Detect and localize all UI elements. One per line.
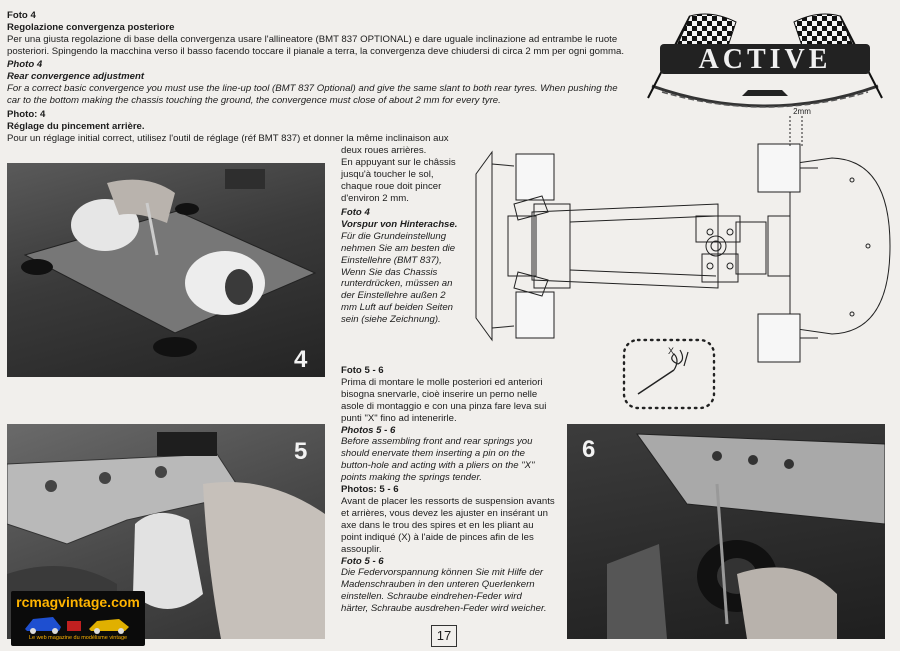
section-fr-continued bbox=[341, 145, 467, 205]
measure-label: 2mm bbox=[793, 107, 811, 116]
active-logo bbox=[632, 6, 898, 112]
paragraph-line: For a correct basic convergence you must use the line-up tool (BMT 837 Optional) and give the same slant to both rear tyres. When pushing the bbox=[7, 82, 618, 94]
photo-5-number: 5 bbox=[294, 438, 308, 465]
paragraph-line: Für die Grundeinstellung bbox=[341, 230, 447, 242]
paragraph-line: points making the springs tender. bbox=[341, 472, 482, 484]
paragraph-line: Prima di montare le molle posteriori ed anteriori bbox=[341, 376, 543, 388]
heading-foto56-de: Foto 5 - 6 bbox=[341, 555, 384, 567]
paragraph-line: einstellen. Schraube eindrehen-Feder wird bbox=[341, 591, 522, 603]
paragraph-line: axe dans le trou des spires et en les pliant au bbox=[341, 519, 534, 531]
section-en bbox=[7, 59, 637, 107]
subheading-fr: Réglage du pincement arrière. bbox=[7, 120, 145, 132]
paragraph-line: Madenschrauben in den unteren Querlenkern bbox=[341, 579, 535, 591]
heading-foto4-de: Foto 4 bbox=[341, 207, 370, 218]
heading-photos56-fr: Photos: 5 - 6 bbox=[341, 484, 399, 496]
badge-title: rcmagvintage.com bbox=[16, 594, 140, 610]
paragraph-line: et arrières, vous devez les ajuster en insérant un bbox=[341, 507, 548, 519]
paragraph-line: Avant de placer les ressorts de suspension avants bbox=[341, 495, 555, 507]
rcmagvintage-badge[interactable] bbox=[11, 591, 145, 646]
paragraph-line: jusqu'à toucher le sol, bbox=[341, 168, 434, 180]
paragraph-line: point indiqué (X) à l'aide de pinces afin de les bbox=[341, 531, 534, 543]
section-it bbox=[7, 10, 637, 58]
paragraph-line: assouplir. bbox=[341, 543, 382, 555]
paragraph-line: posteriori. Spingendo la macchina verso il basso facendo toccare il pianale a terra, la convergenza deve chiudersi di circa 2 mm per ogni gomma. bbox=[7, 45, 624, 57]
paragraph-line: der Einstellehre außen 2 bbox=[341, 290, 446, 302]
photo-4 bbox=[7, 163, 325, 377]
badge-tagline: Le web magazine du modélisme vintage bbox=[28, 635, 128, 641]
paragraph-line: runterdrücken, müssen an bbox=[341, 278, 453, 290]
section-de bbox=[341, 207, 467, 326]
paragraph-line: chaque roue doit pincer bbox=[341, 180, 442, 192]
paragraph-line: deux roues arrières. bbox=[341, 145, 427, 156]
heading-photo4-fr: Photo: 4 bbox=[7, 109, 46, 120]
badge-cars-icon bbox=[19, 611, 137, 635]
heading-foto56-it: Foto 5 - 6 bbox=[341, 365, 384, 376]
paragraph-line: asole di montaggio e con una pinza fare leva sui bbox=[341, 400, 547, 412]
paragraph-line: En appuyant sur le châssis bbox=[341, 156, 456, 168]
paragraph-line: button-hole and acting with a pliers on the "X" bbox=[341, 460, 535, 472]
paragraph-line: sein (siehe Zeichnung). bbox=[341, 314, 441, 326]
subheading-de: Vorspur von Hinterachse. bbox=[341, 218, 458, 230]
paragraph-line: Wenn Sie das Chassis bbox=[341, 266, 438, 278]
paragraph-line: punti "X" fino ad intenerirle. bbox=[341, 412, 457, 424]
photo-6 bbox=[567, 424, 885, 639]
photo-6-number: 6 bbox=[582, 436, 596, 463]
photo-4-number: 4 bbox=[294, 346, 308, 373]
subheading-it: Regolazione convergenza posteriore bbox=[7, 21, 175, 33]
heading-photo4-en: Photo 4 bbox=[7, 59, 43, 70]
heading-foto4-it: Foto 4 bbox=[7, 10, 36, 21]
active-wordmark: ACTIVE bbox=[698, 44, 832, 75]
paragraph-line: härter, Schraube ausdrehen-Feder wird weicher. bbox=[341, 603, 547, 615]
paragraph-line: car to the bottom making the chassis touching the ground, the convergence must close of about 2 mm for every tyre. bbox=[7, 94, 501, 106]
paragraph-line: Einstellehre (BMT 837), bbox=[341, 254, 442, 266]
subheading-en: Rear convergence adjustment bbox=[7, 70, 145, 82]
paragraph-line: Before assembling front and rear springs you bbox=[341, 436, 533, 448]
section-56 bbox=[341, 365, 555, 615]
heading-photos56-en: Photos 5 - 6 bbox=[341, 424, 396, 436]
paragraph-line: d'environ 2 mm. bbox=[341, 192, 409, 204]
x-point-label: X bbox=[668, 346, 675, 356]
paragraph-line: Die Federvorspannung können Sie mit Hilfe der bbox=[341, 567, 544, 579]
paragraph-line: bisogna snervarle, cioè inserire un perno nelle bbox=[341, 388, 538, 400]
paragraph-line: nehmen Sie am besten die bbox=[341, 242, 456, 254]
section-fr bbox=[7, 109, 477, 145]
paragraph-line: Pour un réglage initial correct, utilisez l'outil de réglage (réf BMT 837) et donner la même inclinaison aux bbox=[7, 132, 449, 144]
page-number: 17 bbox=[431, 625, 457, 647]
paragraph-line: should enervate them inserting a pin on the bbox=[341, 448, 526, 460]
paragraph-line: Per una giusta regolazione di base della convergenza usare l'allineatore (BMT 837 OPTIONAL) e dare uguale inclinazione ad entrambe le ruote bbox=[7, 33, 618, 45]
paragraph-line: mm Luft auf beiden Seiten bbox=[341, 302, 453, 314]
